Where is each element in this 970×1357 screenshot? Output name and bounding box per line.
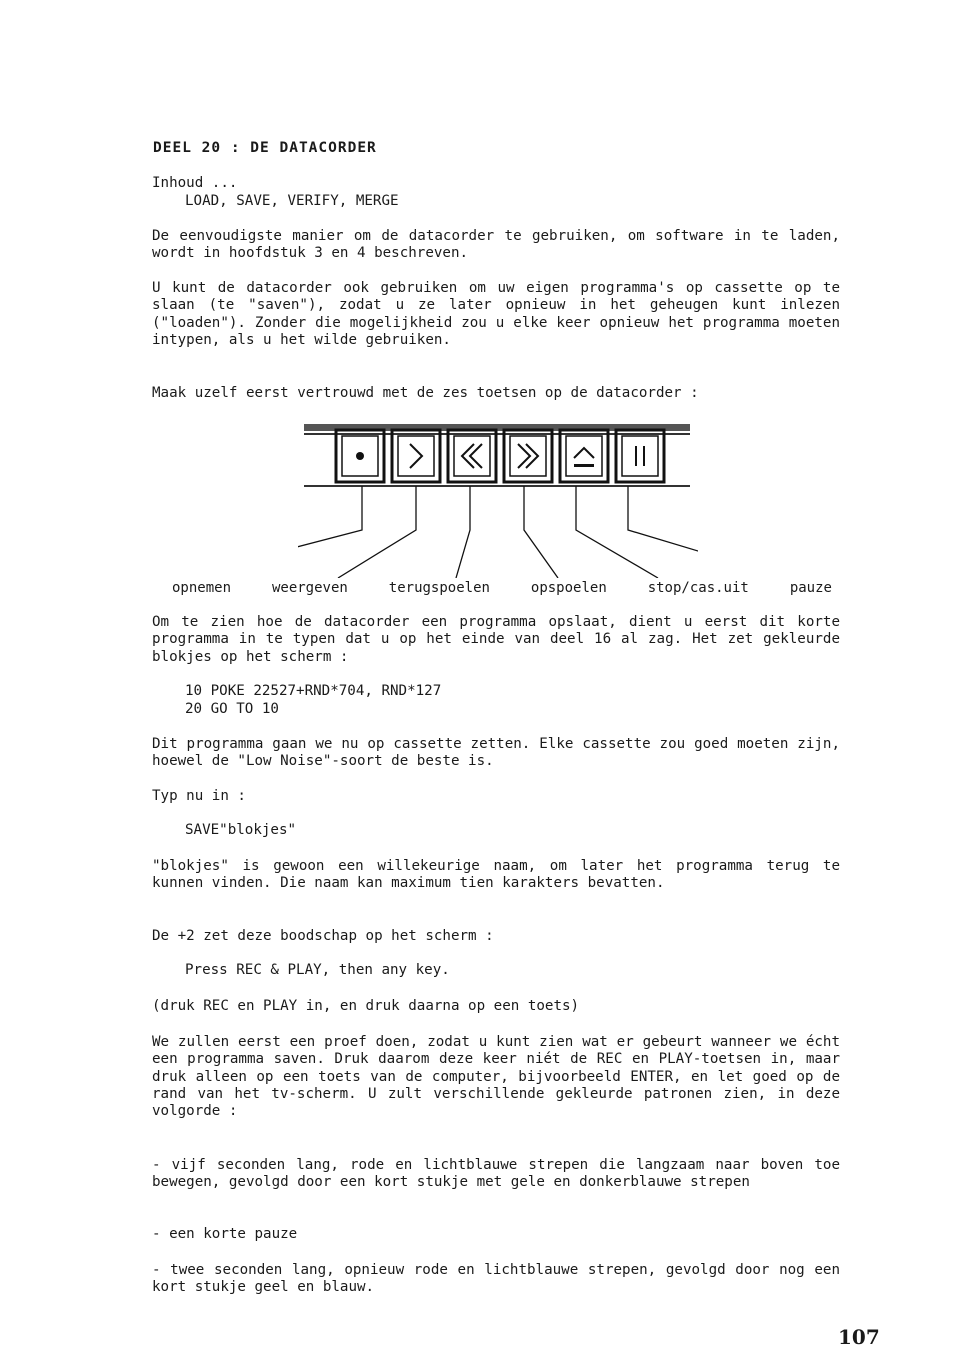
paragraph-intro: De eenvoudigste manier om de datacorder te gebruiken, om software in te laden, wordt in hoofdstuk 3 en 4 beschreven. xyxy=(152,228,840,262)
fast-forward-key-icon xyxy=(504,430,552,482)
paragraph-message-intro: De +2 zet deze boodschap op het scherm : xyxy=(152,928,494,944)
code-save-command: SAVE"blokjes" xyxy=(185,822,297,838)
paragraph-test-run: We zullen eerst een proef doen, zodat u kunt zien wat er gebeurt wanneer we écht een programma saven. Druk daarom deze keer niét de REC en PLAY-toetsen in, maar druk alleen op een toets van de computer, bijvoorbeeld ENTER, en let goed op de rand van het tv-scherm. U zult verschillende gekleurde patronen zien, in deze volgorde : xyxy=(152,1034,840,1120)
leader-lines xyxy=(298,486,698,578)
chapter-heading: DEEL 20 : DE DATACORDER xyxy=(153,140,377,156)
code-line-1: 10 POKE 22527+RND*704, RND*127 xyxy=(185,683,442,699)
paragraph-cassette: Dit programma gaan we nu op cassette zetten. Elke cassette zou goed moeten zijn, hoewel de "Low Noise"-soort de beste is. xyxy=(152,736,840,770)
list-item-stripes: - vijf seconden lang, rode en lichtblauwe strepen die langzaam naar boven toe bewegen, gevolgd door een kort stukje met gele en donkerblauwe strepen xyxy=(152,1157,840,1191)
key-label-play: weergeven xyxy=(271,580,348,596)
key-label-stop: stop/cas.uit xyxy=(647,580,749,596)
play-key-icon xyxy=(392,430,440,482)
paragraph-translation: (druk REC en PLAY in, en druk daarna op een toets) xyxy=(152,998,580,1014)
datacorder-keys-figure xyxy=(298,418,698,578)
list-item-pause: - een korte pauze xyxy=(152,1226,298,1242)
page-number: 107 xyxy=(838,1325,880,1349)
key-label-record: opnemen xyxy=(172,580,232,596)
list-item-second-stripes: - twee seconden lang, opnieuw rode en lichtblauwe strepen, gevolgd door nog een kort stukje geel en blauw. xyxy=(152,1262,840,1296)
key-label-rewind: terugspoelen xyxy=(388,580,490,596)
contents-items: LOAD, SAVE, VERIFY, MERGE xyxy=(185,193,399,209)
key-label-pause: pauze xyxy=(789,580,832,596)
paragraph-name-explain: "blokjes" is gewoon een willekeurige naam, om later het programma terug te kunnen vinden. Die naam kan maximum tien karakters bevatten. xyxy=(152,858,840,892)
code-message: Press REC & PLAY, then any key. xyxy=(185,962,450,978)
pause-key-icon xyxy=(616,430,664,482)
stop-eject-key-icon xyxy=(560,430,608,482)
contents-title: Inhoud ... xyxy=(152,175,238,191)
key-label-fast-forward: opspoelen xyxy=(530,580,607,596)
paragraph-keys-intro: Maak uzelf eerst vertrouwd met de zes toetsen op de datacorder : xyxy=(152,385,699,401)
paragraph-type-in: Typ nu in : xyxy=(152,788,246,804)
code-line-2: 20 GO TO 10 xyxy=(185,701,279,717)
paragraph-program-intro: Om te zien hoe de datacorder een programma opslaat, dient u eerst dit korte programma in te typen dat u op het einde van deel 16 al zag. Het zet gekleurde blokjes op het scherm : xyxy=(152,614,840,665)
record-key-icon xyxy=(336,430,384,482)
key-labels-row xyxy=(172,580,832,596)
rewind-key-icon xyxy=(448,430,496,482)
paragraph-saving: U kunt de datacorder ook gebruiken om uw eigen programma's op cassette op te slaan (te "saven"), zodat u ze later opnieuw in het geheugen kunt inlezen ("loaden"). Zonder die mogelijkheid zou u elke keer opnieuw het programma moeten intypen, als u het wilde gebruiken. xyxy=(152,280,840,348)
